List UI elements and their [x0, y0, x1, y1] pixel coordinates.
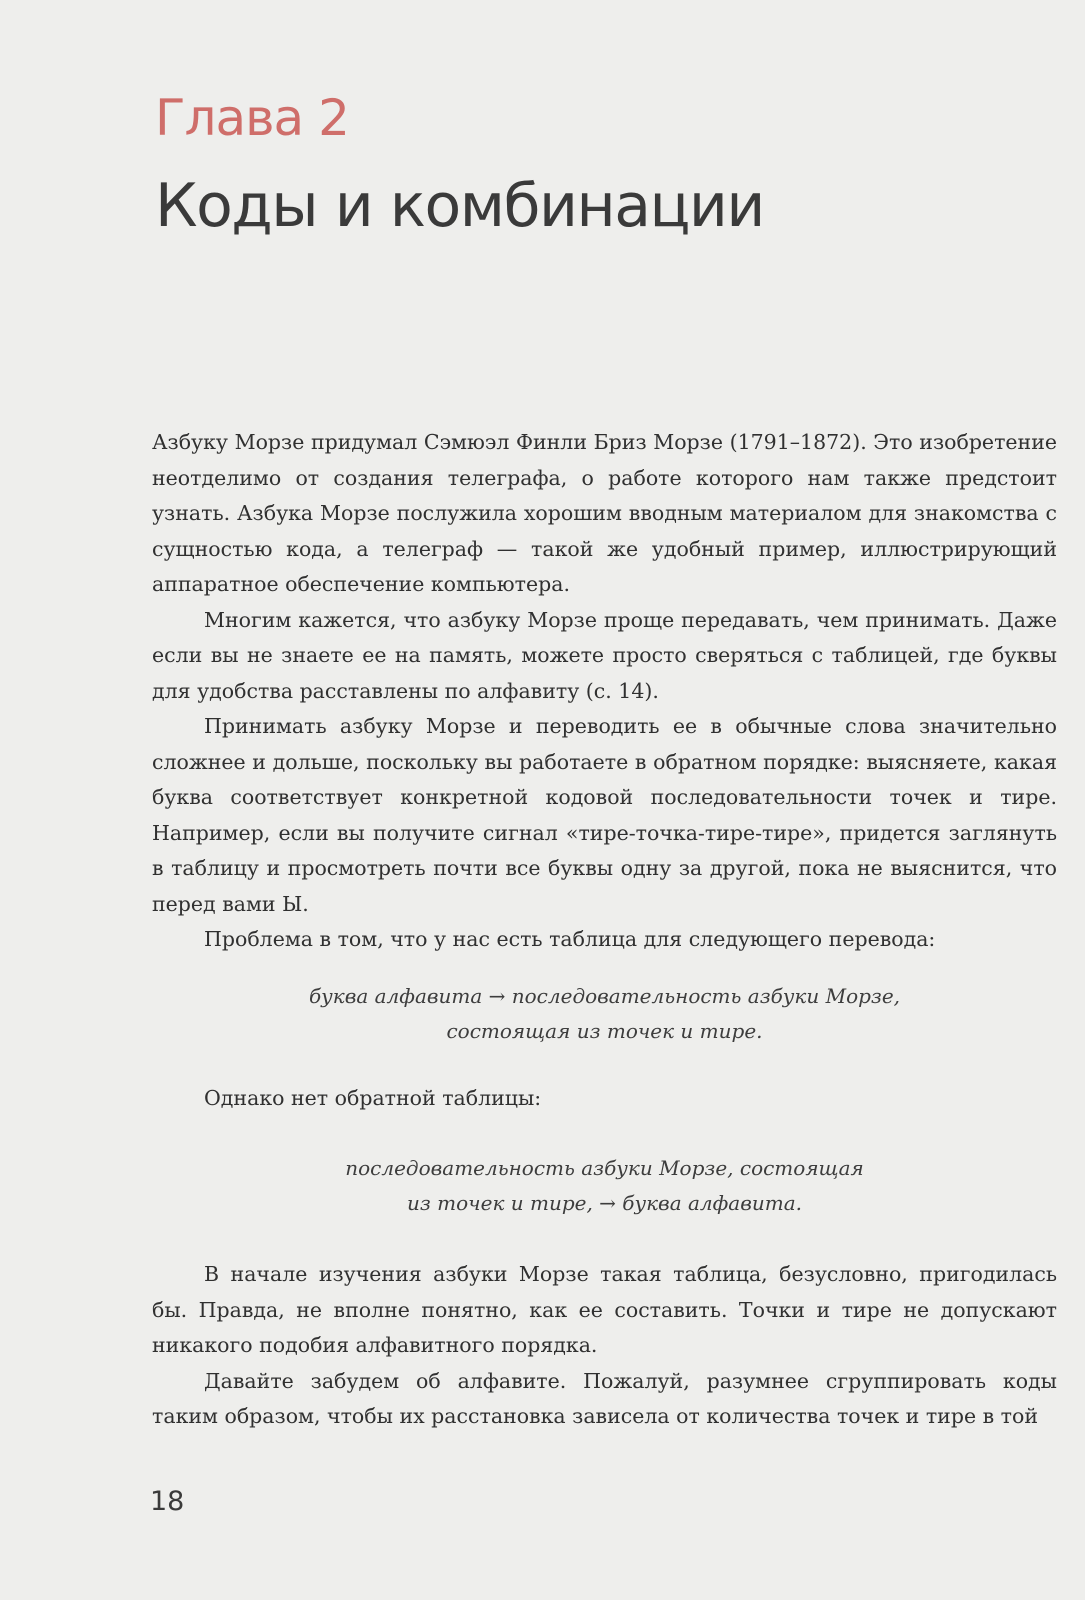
- formula-reverse-table: [152, 1151, 1057, 1221]
- chapter-title: Коды и комбинации: [155, 171, 764, 241]
- paragraph: В начале изучения азбуки Морзе такая таблица, безусловно, пригодилась бы. Правда, не вполне понятно, как ее составить. Точки и тире не допускают никакого подобия алфавитного порядка.: [152, 1262, 1057, 1357]
- body-text-top: [152, 425, 1057, 958]
- paragraph: Давайте забудем об алфавите. Пожалуй, разумнее сгруппировать коды таким образом, чтобы их расстановка зависела от количества точек и тире в той: [152, 1368, 1057, 1428]
- body-text-bottom: [152, 1257, 1057, 1435]
- paragraph: Проблема в том, что у нас есть таблица для следующего перевода:: [204, 927, 936, 951]
- paragraph: Принимать азбуку Морзе и переводить ее в обычные слова значительно сложнее и дольше, поскольку вы работаете в обратном порядке: выясняете, какая буква соответствует конкретной кодовой последовательности точек и тире. Например, если вы получите сигнал «тире-точка-тире-тире», придется заглянуть в таблицу и просмотреть почти все буквы одну за другой, пока не выяснится, что перед вами Ы.: [152, 714, 1057, 916]
- formula-line: буква алфавита → последовательность азбуки Морзе,: [308, 984, 901, 1008]
- paragraph: Азбуку Морзе придумал Сэмюэл Финли Бриз Морзе (1791–1872). Это изобретение неотделимо от создания телеграфа, о работе которого нам также предстоит узнать. Азбука Морзе послужила хорошим вводным материалом для знакомства с сущностью кода, а телеграф — такой же удобный пример, иллюстрирующий аппаратное обеспечение компьютера.: [152, 430, 1057, 596]
- formula-line: последовательность азбуки Морзе, состоящая: [345, 1156, 864, 1180]
- chapter-label: Глава 2: [155, 89, 349, 147]
- formula-line: состоящая из точек и тире.: [446, 1019, 763, 1043]
- paragraph: Однако нет обратной таблицы:: [204, 1086, 542, 1110]
- paragraph: Многим кажется, что азбуку Морзе проще передавать, чем принимать. Даже если вы не знаете ее на память, можете просто сверяться с таблицей, где буквы для удобства расставлены по алфавиту (с. 14).: [152, 607, 1057, 703]
- page-number: 18: [150, 1486, 185, 1517]
- formula-forward-table: [152, 979, 1057, 1049]
- formula-line: из точек и тире, → буква алфавита.: [407, 1191, 802, 1215]
